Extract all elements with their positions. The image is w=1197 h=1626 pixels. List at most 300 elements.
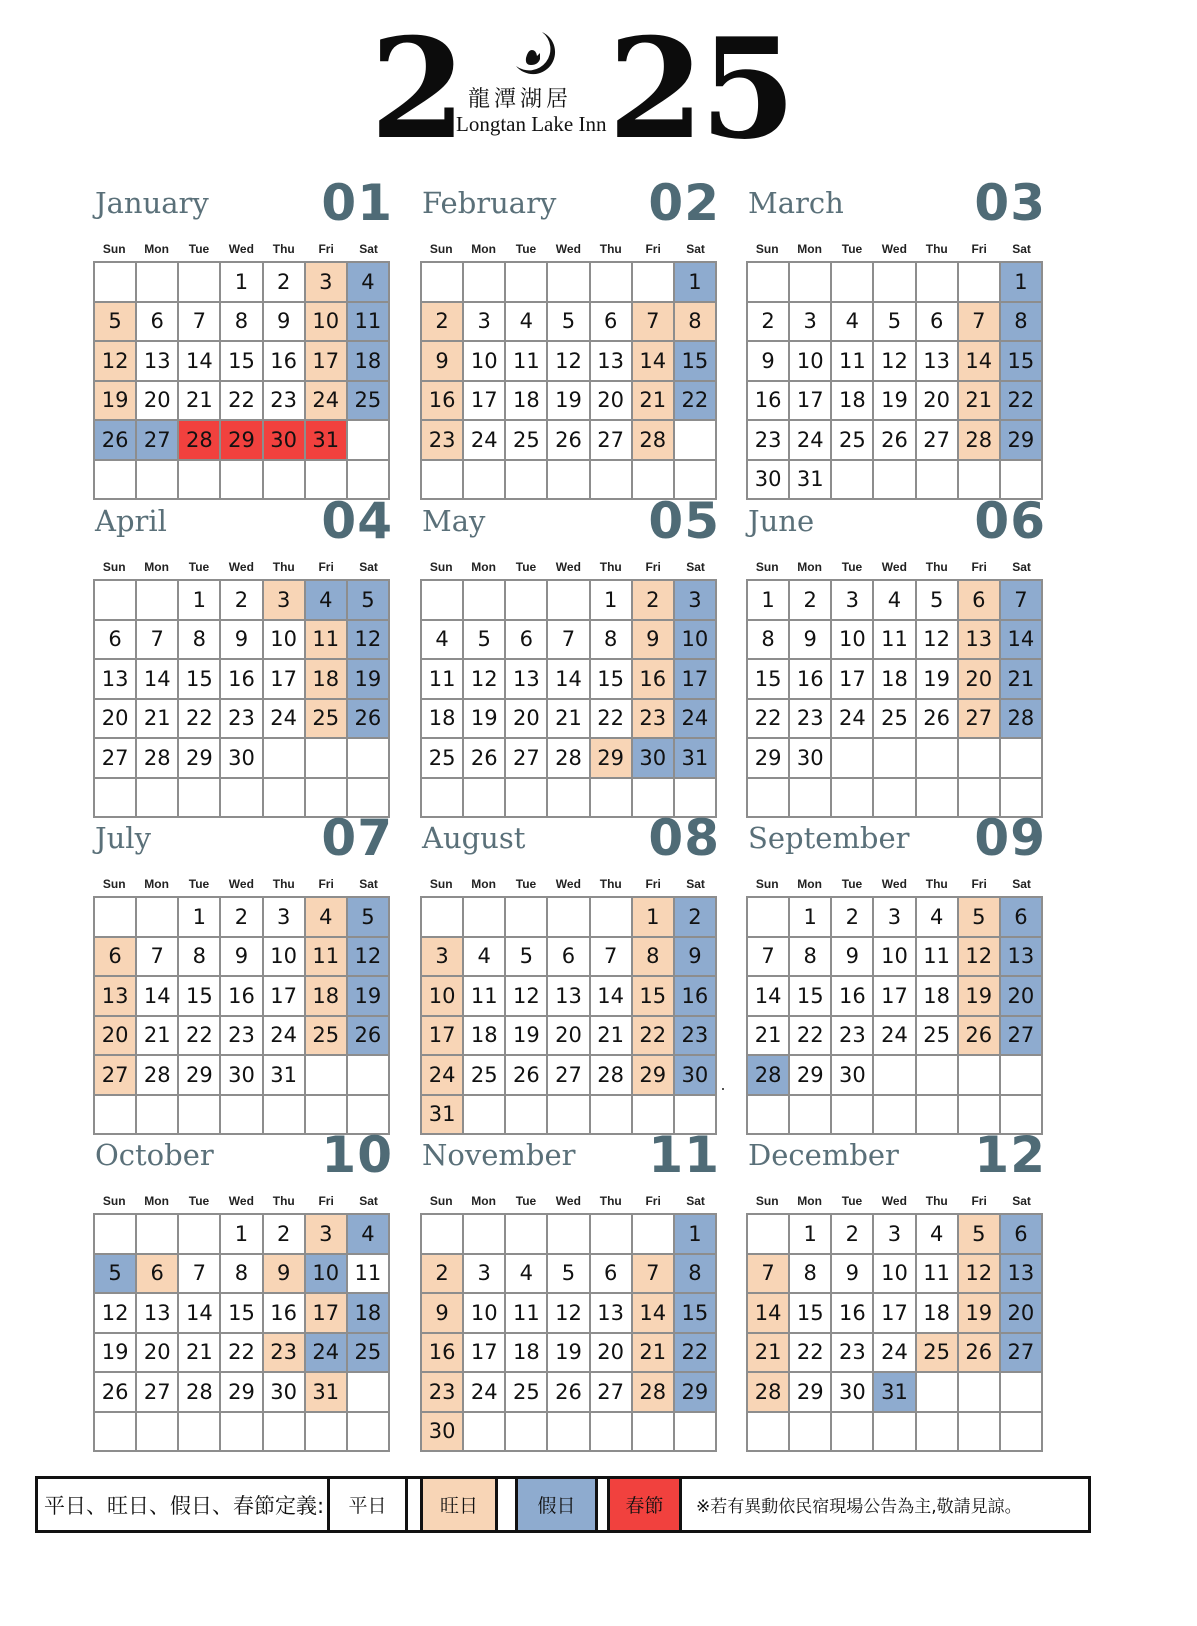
empty-cell [874,739,916,779]
day-grid [420,1213,717,1452]
day-cell: 30 [422,1413,464,1453]
day-grid [746,1213,1043,1452]
legend-spacer [498,1479,518,1530]
empty-cell [506,461,548,501]
day-cell: 3 [874,898,916,938]
weekday-label: Wed [881,1194,907,1208]
day-grid [420,896,717,1135]
day-cell: 18 [832,382,874,422]
empty-cell [591,1096,633,1136]
day-cell: 2 [633,581,675,621]
day-cell: 31 [306,1373,348,1413]
day-cell: 24 [464,1373,506,1413]
weekday-label: Sun [102,242,126,256]
day-cell: 30 [748,461,790,501]
empty-cell [422,581,464,621]
day-cell: 7 [748,938,790,978]
empty-cell [95,461,137,501]
weekday-label: Fri [971,560,987,574]
day-cell: 12 [874,342,916,382]
weekday-label: Sun [102,560,126,574]
weekday-header [93,560,390,574]
weekday-label: Tue [188,242,210,256]
day-cell: 22 [748,700,790,740]
empty-cell [179,461,221,501]
day-cell: 13 [917,342,959,382]
day-cell: 22 [1001,382,1043,422]
empty-cell [874,1413,916,1453]
day-cell: 23 [221,1017,263,1057]
weekday-label: Sun [755,1194,779,1208]
day-cell: 6 [548,938,590,978]
weekday-label: Fri [971,1194,987,1208]
day-cell: 1 [179,581,221,621]
empty-cell [506,1215,548,1255]
day-cell: 7 [633,303,675,343]
empty-cell [221,461,263,501]
weekday-label: Mon [797,242,822,256]
empty-cell [264,1413,306,1453]
empty-cell [675,1413,717,1453]
empty-cell [832,739,874,779]
day-cell: 10 [832,621,874,661]
empty-cell [95,581,137,621]
weekday-label: Wed [228,560,254,574]
day-cell: 20 [591,382,633,422]
month-september [746,809,1046,1137]
day-cell: 6 [917,303,959,343]
day-cell: 14 [633,342,675,382]
day-cell: 10 [422,977,464,1017]
weekday-label: Wed [228,877,254,891]
day-cell: 14 [179,342,221,382]
day-cell: 21 [633,1334,675,1374]
weekday-label: Fri [318,560,334,574]
day-cell: 18 [917,977,959,1017]
day-cell: 25 [506,1373,548,1413]
empty-cell [306,739,348,779]
weekday-label: Fri [971,242,987,256]
day-cell: 14 [748,977,790,1017]
weekday-label: Sat [359,242,378,256]
empty-cell [548,461,590,501]
day-cell: 17 [464,1334,506,1374]
day-cell: 19 [959,977,1001,1017]
day-cell: 14 [137,977,179,1017]
day-cell: 15 [179,977,221,1017]
day-cell: 18 [464,1017,506,1057]
day-cell: 15 [633,977,675,1017]
day-cell: 29 [591,739,633,779]
weekday-label: Fri [645,242,661,256]
month-november [420,1126,720,1454]
day-cell: 18 [422,700,464,740]
empty-cell [179,1096,221,1136]
weekday-label: Sat [1012,242,1031,256]
day-cell: 23 [264,382,306,422]
legend-weekday: 平日 [330,1479,408,1530]
day-cell: 15 [790,1294,832,1334]
day-cell: 19 [506,1017,548,1057]
month-number: 05 [648,492,720,550]
empty-cell [221,779,263,819]
weekday-label: Sat [686,877,705,891]
empty-cell [633,1215,675,1255]
day-cell: 21 [548,700,590,740]
day-cell: 22 [179,1017,221,1057]
day-cell: 20 [137,382,179,422]
empty-cell [137,898,179,938]
day-cell: 13 [959,621,1001,661]
empty-cell [591,1413,633,1453]
day-cell: 17 [306,1294,348,1334]
day-cell: 4 [306,581,348,621]
day-cell: 23 [748,421,790,461]
day-cell: 15 [179,660,221,700]
month-number: 09 [974,809,1046,867]
day-cell: 3 [832,581,874,621]
day-cell: 31 [874,1373,916,1413]
day-cell: 27 [591,1373,633,1413]
weekday-label: Fri [645,877,661,891]
empty-cell [348,421,390,461]
day-cell: 16 [832,1294,874,1334]
day-cell: 2 [790,581,832,621]
day-cell: 21 [137,700,179,740]
empty-cell [748,898,790,938]
empty-cell [95,898,137,938]
day-cell: 25 [917,1017,959,1057]
day-cell: 31 [675,739,717,779]
day-cell: 21 [179,382,221,422]
legend-peak-day: 旺日 [423,1479,498,1530]
day-cell: 15 [221,342,263,382]
day-cell: 6 [591,1255,633,1295]
month-number: 02 [648,174,720,232]
weekday-label: Sun [429,1194,453,1208]
day-cell: 11 [917,938,959,978]
day-cell: 24 [264,700,306,740]
weekday-label: Sun [429,242,453,256]
day-cell: 21 [633,382,675,422]
day-cell: 21 [748,1017,790,1057]
empty-cell [506,581,548,621]
empty-cell [959,1373,1001,1413]
day-cell: 24 [264,1017,306,1057]
day-cell: 3 [675,581,717,621]
day-cell: 5 [548,1255,590,1295]
day-cell: 29 [179,1056,221,1096]
day-cell: 16 [832,977,874,1017]
day-cell: 25 [917,1334,959,1374]
empty-cell [506,263,548,303]
day-cell: 14 [1001,621,1043,661]
weekday-label: Mon [797,560,822,574]
empty-cell [548,1215,590,1255]
day-cell: 4 [306,898,348,938]
day-grid [93,1213,390,1452]
day-cell: 20 [137,1334,179,1374]
empty-cell [832,263,874,303]
day-cell: 26 [959,1334,1001,1374]
day-cell: 19 [917,660,959,700]
day-cell: 20 [959,660,1001,700]
weekday-label: Sun [102,877,126,891]
day-grid [93,896,390,1135]
day-cell: 8 [675,303,717,343]
day-cell: 9 [422,1294,464,1334]
day-cell: 10 [264,621,306,661]
day-cell: 21 [1001,660,1043,700]
day-cell: 7 [633,1255,675,1295]
day-cell: 28 [591,1056,633,1096]
weekday-label: Mon [144,877,169,891]
empty-cell [548,779,590,819]
weekday-label: Sun [755,877,779,891]
day-grid [93,261,390,500]
empty-cell [306,1056,348,1096]
year-digit-left: 2 [370,7,463,170]
weekday-label: Sat [1012,877,1031,891]
day-cell: 23 [832,1334,874,1374]
day-cell: 11 [348,303,390,343]
crescent-moon-with-cat-icon [506,28,558,80]
day-cell: 12 [959,1255,1001,1295]
day-cell: 16 [221,977,263,1017]
empty-cell [95,1413,137,1453]
day-cell: 18 [506,382,548,422]
day-cell: 9 [832,938,874,978]
day-cell: 28 [548,739,590,779]
weekday-label: Thu [599,1194,622,1208]
day-cell: 12 [506,977,548,1017]
day-cell: 17 [790,382,832,422]
weekday-header [746,877,1043,891]
weekday-label: Sat [359,560,378,574]
weekday-label: Tue [841,1194,863,1208]
empty-cell [179,1413,221,1453]
day-cell: 23 [633,700,675,740]
day-cell: 9 [264,1255,306,1295]
day-cell: 20 [95,700,137,740]
day-cell: 2 [264,1215,306,1255]
day-cell: 9 [790,621,832,661]
day-cell: 2 [422,303,464,343]
weekday-label: Thu [925,560,948,574]
day-cell: 13 [1001,938,1043,978]
day-cell: 5 [95,1255,137,1295]
weekday-label: Sat [359,877,378,891]
day-cell: 28 [748,1373,790,1413]
day-cell: 22 [179,700,221,740]
day-cell: 12 [348,621,390,661]
day-cell: 6 [591,303,633,343]
day-cell: 4 [348,1215,390,1255]
day-cell: 18 [506,1334,548,1374]
day-cell: 2 [221,898,263,938]
day-cell: 9 [221,621,263,661]
day-cell: 10 [264,938,306,978]
day-cell: 28 [137,1056,179,1096]
empty-cell [917,1056,959,1096]
day-cell: 27 [137,1373,179,1413]
day-cell: 12 [548,1294,590,1334]
day-cell: 26 [874,421,916,461]
day-cell: 8 [221,1255,263,1295]
day-cell: 29 [675,1373,717,1413]
day-cell: 15 [790,977,832,1017]
weekday-label: Wed [228,1194,254,1208]
day-cell: 18 [348,1294,390,1334]
day-cell: 11 [348,1255,390,1295]
empty-cell [591,461,633,501]
month-name: August [422,821,526,855]
day-cell: 13 [95,977,137,1017]
empty-cell [348,1413,390,1453]
day-cell: 27 [959,700,1001,740]
day-cell: 28 [633,1373,675,1413]
day-cell: 23 [422,1373,464,1413]
day-cell: 27 [506,739,548,779]
month-number: 01 [321,174,393,232]
day-cell: 13 [591,342,633,382]
empty-cell [1001,1056,1043,1096]
day-cell: 29 [221,1373,263,1413]
day-cell: 22 [591,700,633,740]
weekday-label: Tue [841,242,863,256]
day-cell: 1 [591,581,633,621]
day-cell: 21 [179,1334,221,1374]
day-cell: 4 [832,303,874,343]
day-cell: 31 [790,461,832,501]
weekday-label: Tue [188,560,210,574]
day-cell: 7 [137,938,179,978]
day-cell: 3 [264,898,306,938]
day-cell: 20 [506,700,548,740]
month-number: 03 [974,174,1046,232]
day-cell: 12 [959,938,1001,978]
weekday-label: Wed [228,242,254,256]
empty-cell [748,1096,790,1136]
day-cell: 6 [1001,898,1043,938]
day-cell: 25 [306,700,348,740]
empty-cell [633,1413,675,1453]
empty-cell [633,263,675,303]
day-cell: 11 [306,621,348,661]
day-cell: 8 [633,938,675,978]
empty-cell [137,779,179,819]
empty-cell [221,1413,263,1453]
day-cell: 18 [306,660,348,700]
day-cell: 19 [95,1334,137,1374]
day-cell: 7 [548,621,590,661]
day-cell: 10 [675,621,717,661]
day-grid [746,896,1043,1135]
day-grid [420,261,717,500]
month-name: December [748,1138,899,1172]
day-cell: 4 [506,1255,548,1295]
day-cell: 22 [221,382,263,422]
day-cell: 26 [959,1017,1001,1057]
day-cell: 26 [95,421,137,461]
day-cell: 13 [1001,1255,1043,1295]
month-name: June [748,504,815,538]
day-cell: 14 [959,342,1001,382]
day-cell: 31 [264,1056,306,1096]
day-cell: 20 [1001,1294,1043,1334]
weekday-label: Thu [599,877,622,891]
empty-cell [591,898,633,938]
weekday-label: Wed [881,242,907,256]
empty-cell [959,1056,1001,1096]
weekday-label: Fri [645,1194,661,1208]
empty-cell [675,421,717,461]
weekday-label: Sun [755,560,779,574]
day-cell: 26 [917,700,959,740]
month-name: November [422,1138,576,1172]
day-cell: 25 [306,1017,348,1057]
day-cell: 28 [959,421,1001,461]
empty-cell [348,1373,390,1413]
empty-cell [179,779,221,819]
day-cell: 20 [95,1017,137,1057]
day-cell: 1 [748,581,790,621]
day-cell: 24 [306,382,348,422]
day-cell: 16 [264,342,306,382]
day-cell: 7 [179,1255,221,1295]
day-cell: 26 [348,1017,390,1057]
legend-holiday: 假日 [518,1479,598,1530]
empty-cell [422,779,464,819]
day-cell: 23 [422,421,464,461]
day-cell: 13 [506,660,548,700]
day-cell: 5 [548,303,590,343]
empty-cell [790,263,832,303]
day-cell: 18 [306,977,348,1017]
weekday-label: Sun [429,560,453,574]
day-cell: 11 [832,342,874,382]
day-cell: 15 [1001,342,1043,382]
weekday-label: Mon [471,877,496,891]
empty-cell [464,1215,506,1255]
weekday-header [420,877,717,891]
empty-cell [591,779,633,819]
weekday-label: Mon [797,1194,822,1208]
day-cell: 11 [464,977,506,1017]
day-cell: 6 [959,581,1001,621]
day-cell: 10 [464,1294,506,1334]
day-cell: 1 [1001,263,1043,303]
weekday-label: Mon [471,560,496,574]
empty-cell [874,1096,916,1136]
empty-cell [137,461,179,501]
empty-cell [1001,1413,1043,1453]
day-cell: 13 [137,1294,179,1334]
day-cell: 14 [591,977,633,1017]
day-cell: 9 [633,621,675,661]
day-cell: 20 [1001,977,1043,1017]
day-cell: 15 [591,660,633,700]
day-cell: 30 [832,1373,874,1413]
day-cell: 12 [464,660,506,700]
weekday-label: Fri [645,560,661,574]
day-cell: 29 [633,1056,675,1096]
day-cell: 8 [748,621,790,661]
day-cell: 27 [591,421,633,461]
empty-cell [464,779,506,819]
month-june [746,492,1046,820]
year-digit-right: 25 [608,7,793,170]
